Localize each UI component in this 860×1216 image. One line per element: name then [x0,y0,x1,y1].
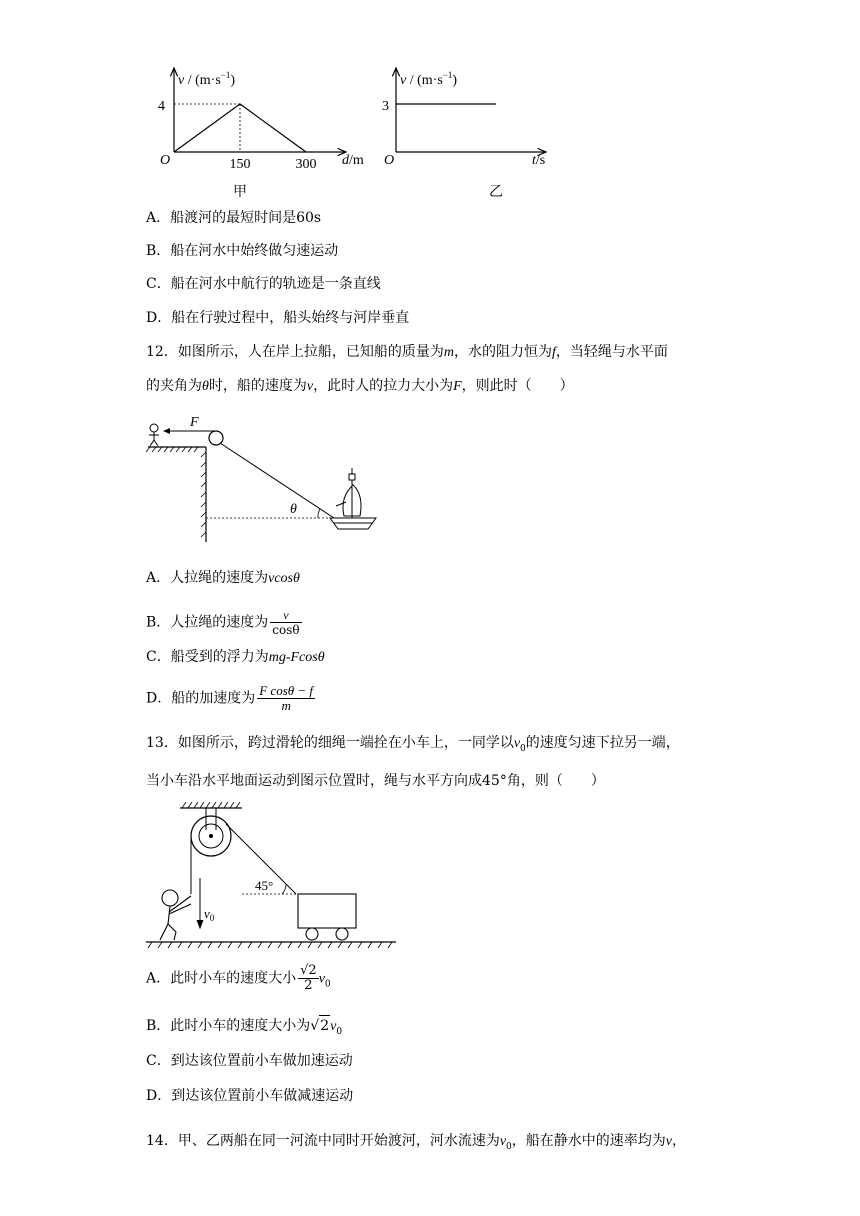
figure-caption: 甲 [233,185,247,200]
y-label-unit: m·s [421,73,443,88]
velocity-label: v [204,906,210,921]
y-label-var: v [178,73,185,88]
y-label-var: v [400,73,407,88]
svg-text:v / (m·s−1): $v / (m\cdot s^{-1})$ [178,70,236,88]
graph-yi [376,60,556,205]
q13-stem-line1: 13．如图所示，跨过滑轮的细绳一端拴在小车上，一同学以$v_0$的速度匀速下拉另一端， [146,735,680,754]
q11-option-d: D．船在行驶过程中，船头始终与河岸垂直 [146,310,410,326]
q13-option-d: D．到达该位置前小车做减速运动 [146,1088,354,1104]
person-icon [149,424,159,446]
force-arrow-icon [163,428,170,434]
svg-text:t/s [532,153,545,168]
pulley-icon [191,816,231,856]
x-tick-label: 300 [295,157,317,172]
q12-option-b: B．人拉绳的速度为 $\frac{v}{\cos\theta}$ [146,608,300,637]
angle-label: θ [290,502,297,517]
q13-option-a: A．此时小车的速度大小 $\frac{√2}{2}$ $v_0$ [146,963,331,993]
q12-stem-line2: 的夹角为θ时，船的速度为v，此时人的拉力大小为F，则此时（ ） [146,378,574,394]
y-tick-label: 3 [382,99,389,114]
y-label-exp: −1 [442,70,453,80]
q12-option-a: A．人拉绳的速度为vcosθ [146,570,300,586]
q13-figure [142,800,402,952]
svg-text:d/m [342,153,364,168]
x-label-var: d [342,153,349,168]
x-tick-label: 150 [229,157,251,172]
origin-label: O [160,153,171,168]
svg-text:v0: $v_0$ [204,906,215,923]
q11-option-a: A．船渡河的最短时间是60s [146,210,322,226]
force-label: F [190,415,199,430]
y-label-unit: m·s [199,73,221,88]
y-label-exp: −1 [220,70,231,80]
q11-option-b: B．船在河水中始终做匀速运动 [146,243,339,259]
q12-option-c: C．船受到的浮力为mg-Fcosθ [146,649,325,665]
origin-label: O [384,153,395,168]
boat-icon [330,468,376,529]
q13-option-b: B．此时小车的速度大小为$√2v_0$ [146,1015,342,1042]
velocity-arrow-icon [197,920,203,928]
q13-option-c: C．到达该位置前小车做加速运动 [146,1053,353,1069]
q14-stem: 14．甲、乙两船在同一河流中同时开始渡河，河水流速为$v_0$，船在静水中的速率均为v， [146,1133,686,1152]
pulley-icon [209,431,223,445]
figure-caption: 乙 [489,185,503,200]
q12-stem-line1: 12．如图所示，人在岸上拉船，已知船的质量为m，水的阻力恒为f，当轻绳与水平面 [146,344,668,360]
q12-option-d: D．船的加速度为 $\frac{\text{F cosθ − f}}{m}$ [146,683,314,713]
y-tick-label: 4 [158,99,165,114]
svg-text:v / (m·s−1): $v / (m\cdot s^{-1})$ [400,70,458,88]
cart-icon [298,894,356,940]
x-label-unit: /m [349,153,364,168]
graph-jia [150,60,380,205]
x-label-var: t [532,153,536,168]
q12-figure [140,412,400,548]
x-label-unit: /s [535,153,546,168]
q11-option-c: C．船在河水中航行的轨迹是一条直线 [146,276,381,292]
q13-stem-line2: 当小车沿水平地面运动到图示位置时，绳与水平方向成45°角，则（ ） [146,773,605,789]
person-icon [160,890,191,940]
angle-label: 45° [255,878,274,893]
